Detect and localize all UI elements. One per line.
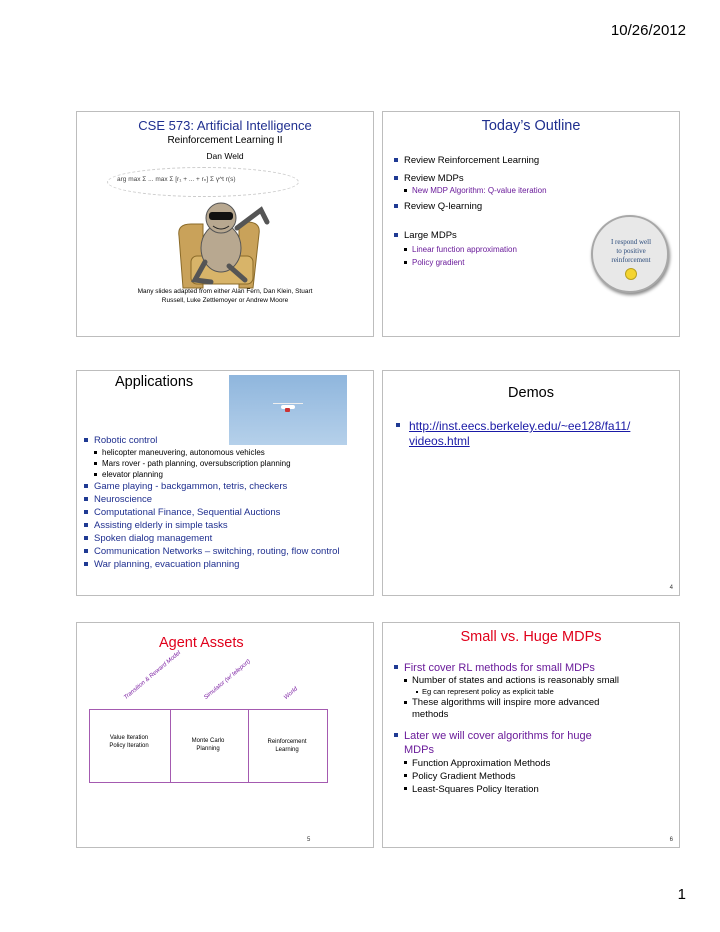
diag-label-model: Transition & Reward Model bbox=[123, 650, 183, 701]
demos-list bbox=[395, 419, 675, 449]
slide-title: Today’s Outline bbox=[481, 118, 581, 134]
demos-link-line-1[interactable]: http://inst.eecs.berkeley.edu/~ee128/fa11/ bbox=[409, 419, 631, 433]
robot-illustration bbox=[155, 196, 305, 291]
slide-3 bbox=[76, 370, 374, 596]
list-item: Mars rover - path planning, oversubscription planning bbox=[93, 458, 371, 469]
box-label-line: Policy Iteration bbox=[109, 743, 149, 749]
slide-title: Demos bbox=[508, 385, 554, 401]
list-item: helicopter maneuvering, autonomous vehicles bbox=[93, 447, 371, 458]
list-item: Large MDPs bbox=[393, 229, 673, 242]
slide-subtitle: Reinforcement Learning II bbox=[167, 135, 283, 146]
slide-4 bbox=[382, 370, 680, 596]
smiley-icon bbox=[625, 268, 637, 280]
list-item: Review MDPs bbox=[393, 172, 673, 185]
diag-label-world: World bbox=[283, 686, 300, 701]
badge-line-3: reinforcement bbox=[611, 256, 651, 264]
list-item: These algorithms will inspire more advanced methods bbox=[403, 697, 623, 721]
list-item: Computational Finance, Sequential Auctions bbox=[83, 506, 371, 519]
box-label-line: Value Iteration bbox=[109, 735, 149, 741]
list-item: Review Q-learning bbox=[393, 200, 673, 213]
slide-title: Small vs. Huge MDPs bbox=[460, 629, 602, 645]
applications-list bbox=[83, 434, 371, 571]
list-item: Robotic control bbox=[83, 434, 371, 447]
list-item: Assisting elderly in simple tasks bbox=[83, 519, 371, 532]
list-item: Least-Squares Policy Iteration bbox=[403, 783, 623, 796]
diag-label-simulator: Simulator (w/ teleport) bbox=[203, 658, 252, 701]
slide-number: 6 bbox=[669, 837, 673, 843]
list-item: Policy Gradient Methods bbox=[403, 770, 623, 783]
list-item: Spoken dialog management bbox=[83, 532, 371, 545]
box-label-line: Learning bbox=[275, 747, 299, 753]
list-item: Later we will cover algorithms for huge MDPs bbox=[393, 729, 623, 757]
slide-title: Applications bbox=[115, 374, 194, 390]
list-item: elevator planning bbox=[93, 469, 371, 480]
credit-line-2: Russell, Luke Zettlemoyer or Andrew Moore bbox=[161, 297, 289, 304]
list-item: Function Approximation Methods bbox=[403, 757, 623, 770]
formula-text: arg max Σ ... max Σ [r₁ + ... + rₙ] Σ γ^t r(s) bbox=[117, 176, 236, 183]
list-item: War planning, evacuation planning bbox=[83, 558, 371, 571]
list-item: Communication Networks – switching, routing, flow control bbox=[83, 545, 371, 558]
box-label-line: Planning bbox=[196, 746, 220, 752]
list-item: Linear function approximation bbox=[403, 244, 673, 255]
list-item: Review Reinforcement Learning bbox=[393, 154, 673, 167]
list-item: Neuroscience bbox=[83, 493, 371, 506]
list-item: New MDP Algorithm: Q-value iteration bbox=[403, 185, 673, 196]
list-item: Eg can represent policy as explicit table bbox=[415, 687, 623, 697]
demos-link-line-2[interactable]: videos.html bbox=[409, 434, 470, 448]
slide-title: Agent Assets bbox=[159, 635, 244, 651]
credit-line-1: Many slides adapted from either Alan Fern, Dan Klein, Stuart bbox=[137, 288, 313, 295]
list-item: Policy gradient bbox=[403, 257, 673, 268]
header-date: 10/26/2012 bbox=[610, 22, 686, 39]
box-label-reinforcement bbox=[249, 738, 325, 754]
box-label-value-iteration bbox=[91, 734, 167, 750]
mdp-list bbox=[393, 661, 623, 796]
badge-line-2: to positive bbox=[616, 247, 646, 255]
slide-1 bbox=[76, 111, 374, 337]
box-label-line: Reinforcement bbox=[267, 739, 307, 745]
demos-link[interactable] bbox=[395, 419, 675, 449]
slide-6 bbox=[382, 622, 680, 848]
badge-text bbox=[601, 238, 661, 265]
badge-line-1: I respond well bbox=[610, 238, 652, 246]
box-label-monte-carlo bbox=[171, 737, 245, 753]
page-number: 1 bbox=[677, 886, 686, 903]
slide-number: 4 bbox=[669, 585, 673, 591]
box-label-line: Monte Carlo bbox=[191, 738, 225, 744]
slide-5 bbox=[76, 622, 374, 848]
slide-title: CSE 573: Artificial Intelligence bbox=[138, 118, 312, 133]
slide-author: Dan Weld bbox=[206, 151, 244, 161]
list-item: First cover RL methods for small MDPs bbox=[393, 661, 623, 675]
list-item: Number of states and actions is reasonably small bbox=[403, 675, 623, 687]
slide-2 bbox=[382, 111, 680, 337]
list-item: Game playing - backgammon, tetris, checkers bbox=[83, 480, 371, 493]
slide-number: 5 bbox=[307, 837, 311, 843]
